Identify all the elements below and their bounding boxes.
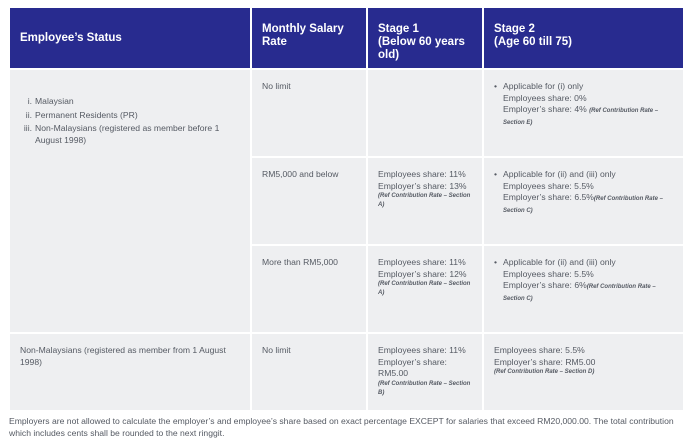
salary-cell: RM5,000 and below — [252, 158, 366, 244]
list-item: ii. Permanent Residents (PR) — [25, 109, 138, 120]
table-row — [10, 70, 683, 156]
header-monthly-salary-rate: Monthly Salary Rate — [252, 8, 366, 68]
header-stage-2 — [484, 8, 683, 68]
header-stage-2-subtitle: (Age 60 till 75) — [494, 36, 572, 48]
stage2-cell: • Applicable for (ii) and (iii) only Employees share: 5.5% Employer’s share: 6%(Ref Contribution Rate – Section C) — [484, 246, 683, 332]
list-item: i. Malaysian — [27, 96, 74, 106]
reference-note: (Ref Contribution Rate – Section A) — [378, 193, 471, 208]
stage2-cell: • Applicable for (ii) and (iii) only Employees share: 5.5% Employer’s share: 6.5%(Ref Contribution Rate – Section C) — [484, 158, 683, 244]
header-stage-1-subtitle: (Below 60 years old) — [378, 36, 465, 61]
reference-note: (Ref Contribution Rate – Section C) — [503, 284, 656, 302]
status-list — [20, 96, 240, 146]
bullet-icon: • — [494, 169, 498, 179]
header-row — [10, 8, 683, 68]
status-cell-group-2: Non-Malaysians (registered as member from 1 August 1998) — [10, 334, 250, 410]
epf-contribution-table — [8, 6, 685, 412]
header-stage-1-title: Stage 1 — [378, 23, 419, 35]
reference-note: (Ref Contribution Rate – Section B) — [378, 380, 471, 396]
header-stage-2-title: Stage 2 — [494, 23, 535, 35]
stage1-cell: Employees share: 11% Employer’s share: 12% (Ref Contribution Rate – Section A) — [368, 246, 482, 332]
salary-cell: No limit — [252, 70, 366, 156]
salary-cell: No limit — [252, 334, 366, 410]
reference-note: (Ref Contribution Rate – Section C) — [503, 196, 663, 214]
stage1-cell: Employees share: 11% Employer’s share: 13% (Ref Contribution Rate – Section A) — [368, 158, 482, 244]
bullet-icon: • — [494, 81, 498, 91]
stage2-cell: • Applicable for (i) only Employees share: 0% Employer’s share: 4% (Ref Contribution Rate – Section E) — [484, 70, 683, 156]
reference-note: (Ref Contribution Rate – Section E) — [503, 108, 659, 126]
stage2-cell: Employees share: 5.5% Employer’s share: RM5.00 (Ref Contribution Rate – Section D) — [484, 334, 683, 410]
header-employee-status: Employee’s Status — [10, 8, 250, 68]
status-cell-group-1 — [10, 70, 250, 332]
salary-cell: More than RM5,000 — [252, 246, 366, 332]
reference-note: (Ref Contribution Rate – Section D) — [494, 369, 595, 375]
list-item: iii. Non-Malaysians (registered as member before 1 August 1998) — [23, 123, 220, 145]
header-stage-1 — [368, 8, 482, 68]
footnote: Employers are not allowed to calculate the employer’s and employee’s share based on exact percentage EXCEPT for salaries that exceed RM20,000.00. The total contribution which includes cents shall be rounded to the next ringgit. — [9, 416, 674, 438]
reference-note: (Ref Contribution Rate – Section A) — [378, 281, 471, 296]
stage1-cell: Employees share: 11% Employer’s share: RM5.00 (Ref Contribution Rate – Section B) — [368, 334, 482, 410]
stage1-cell-empty — [368, 70, 482, 156]
bullet-icon: • — [494, 257, 498, 267]
table-row — [10, 334, 683, 410]
